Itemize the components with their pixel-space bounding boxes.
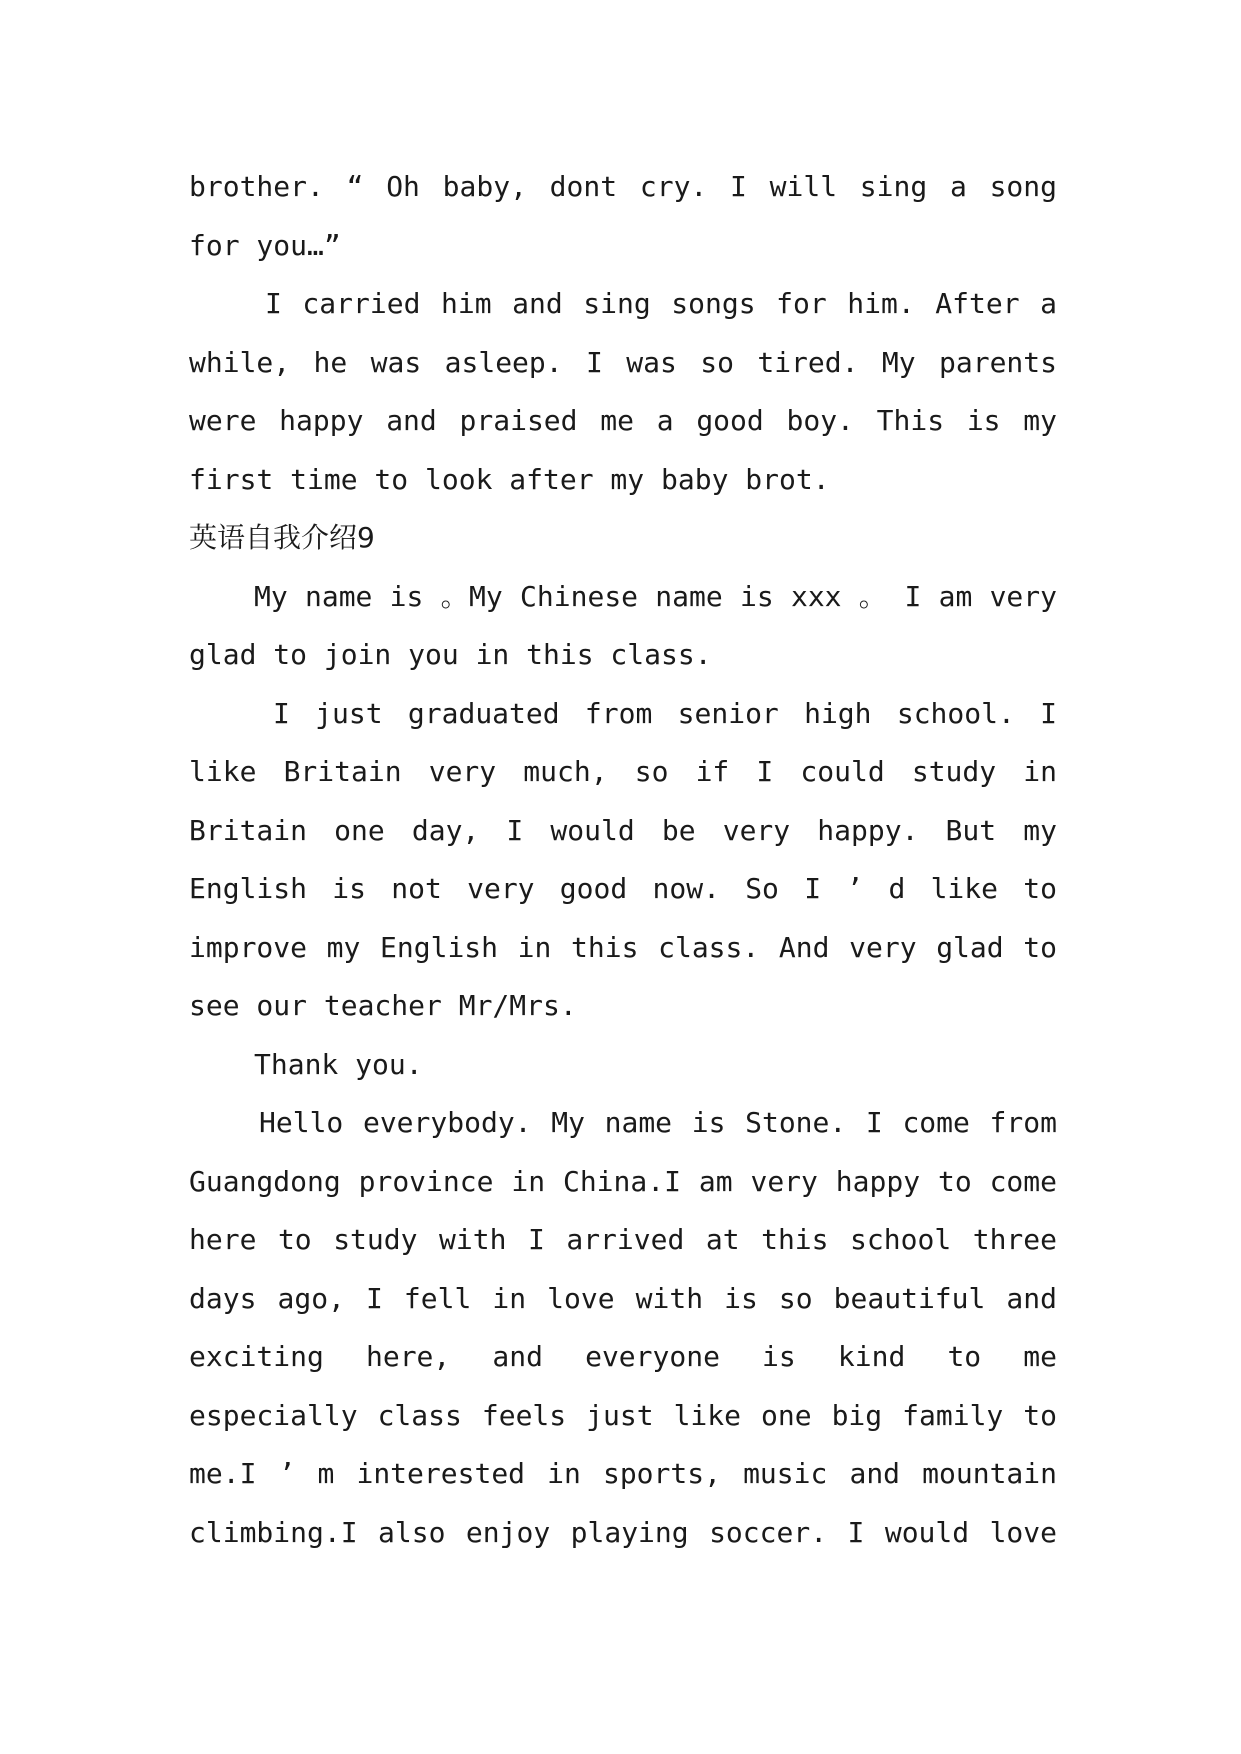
text-line: while, he was asleep. I was so tired. My parents bbox=[189, 345, 1057, 379]
text-line: like Britain very much, so if I could study in bbox=[189, 755, 1057, 788]
text-line: English is not very good now. So I ’ d like to bbox=[189, 872, 1057, 905]
text-line: see our teacher Mr/Mrs. bbox=[189, 989, 577, 1022]
text-line: me.I ’ m interested in sports, music and mountain bbox=[189, 1457, 1057, 1490]
text-line: Britain one day, I would be very happy. But my bbox=[189, 813, 1057, 847]
text-line: climbing.I also enjoy playing soccer. I would love bbox=[189, 1515, 1057, 1549]
text-line: exciting here, and everyone is kind to me bbox=[189, 1340, 1057, 1373]
text-line: first time to look after my baby brot. bbox=[189, 462, 830, 496]
text-line: I just graduated from senior high school. I bbox=[273, 696, 1057, 730]
text-line: My name is 。My Chinese name is xxx 。 I am very bbox=[254, 579, 1057, 613]
text-line: were happy and praised me a good boy. This is my bbox=[189, 404, 1057, 437]
section-heading: 英语自我介绍9 bbox=[189, 521, 375, 554]
text-line: Hello everybody. My name is Stone. I come from bbox=[259, 1106, 1057, 1139]
text-line: especially class feels just like one big family to bbox=[189, 1398, 1057, 1432]
text-line: Guangdong province in China.I am very happy to come bbox=[189, 1164, 1057, 1198]
text-line: I carried him and sing songs for him. After a bbox=[265, 287, 1057, 320]
text-line: improve my English in this class. And very glad to bbox=[189, 930, 1057, 964]
text-line: brother. “ Oh baby, dont cry. I will sing a song bbox=[189, 170, 1057, 203]
text-line: for you…” bbox=[189, 228, 341, 262]
text-line: days ago, I fell in love with is so beautiful and bbox=[189, 1281, 1057, 1315]
document-body bbox=[189, 158, 1057, 1562]
text-line: Thank you. bbox=[254, 1047, 423, 1081]
text-line: here to study with I arrived at this school three bbox=[189, 1223, 1057, 1256]
text-line: glad to join you in this class. bbox=[189, 638, 712, 671]
